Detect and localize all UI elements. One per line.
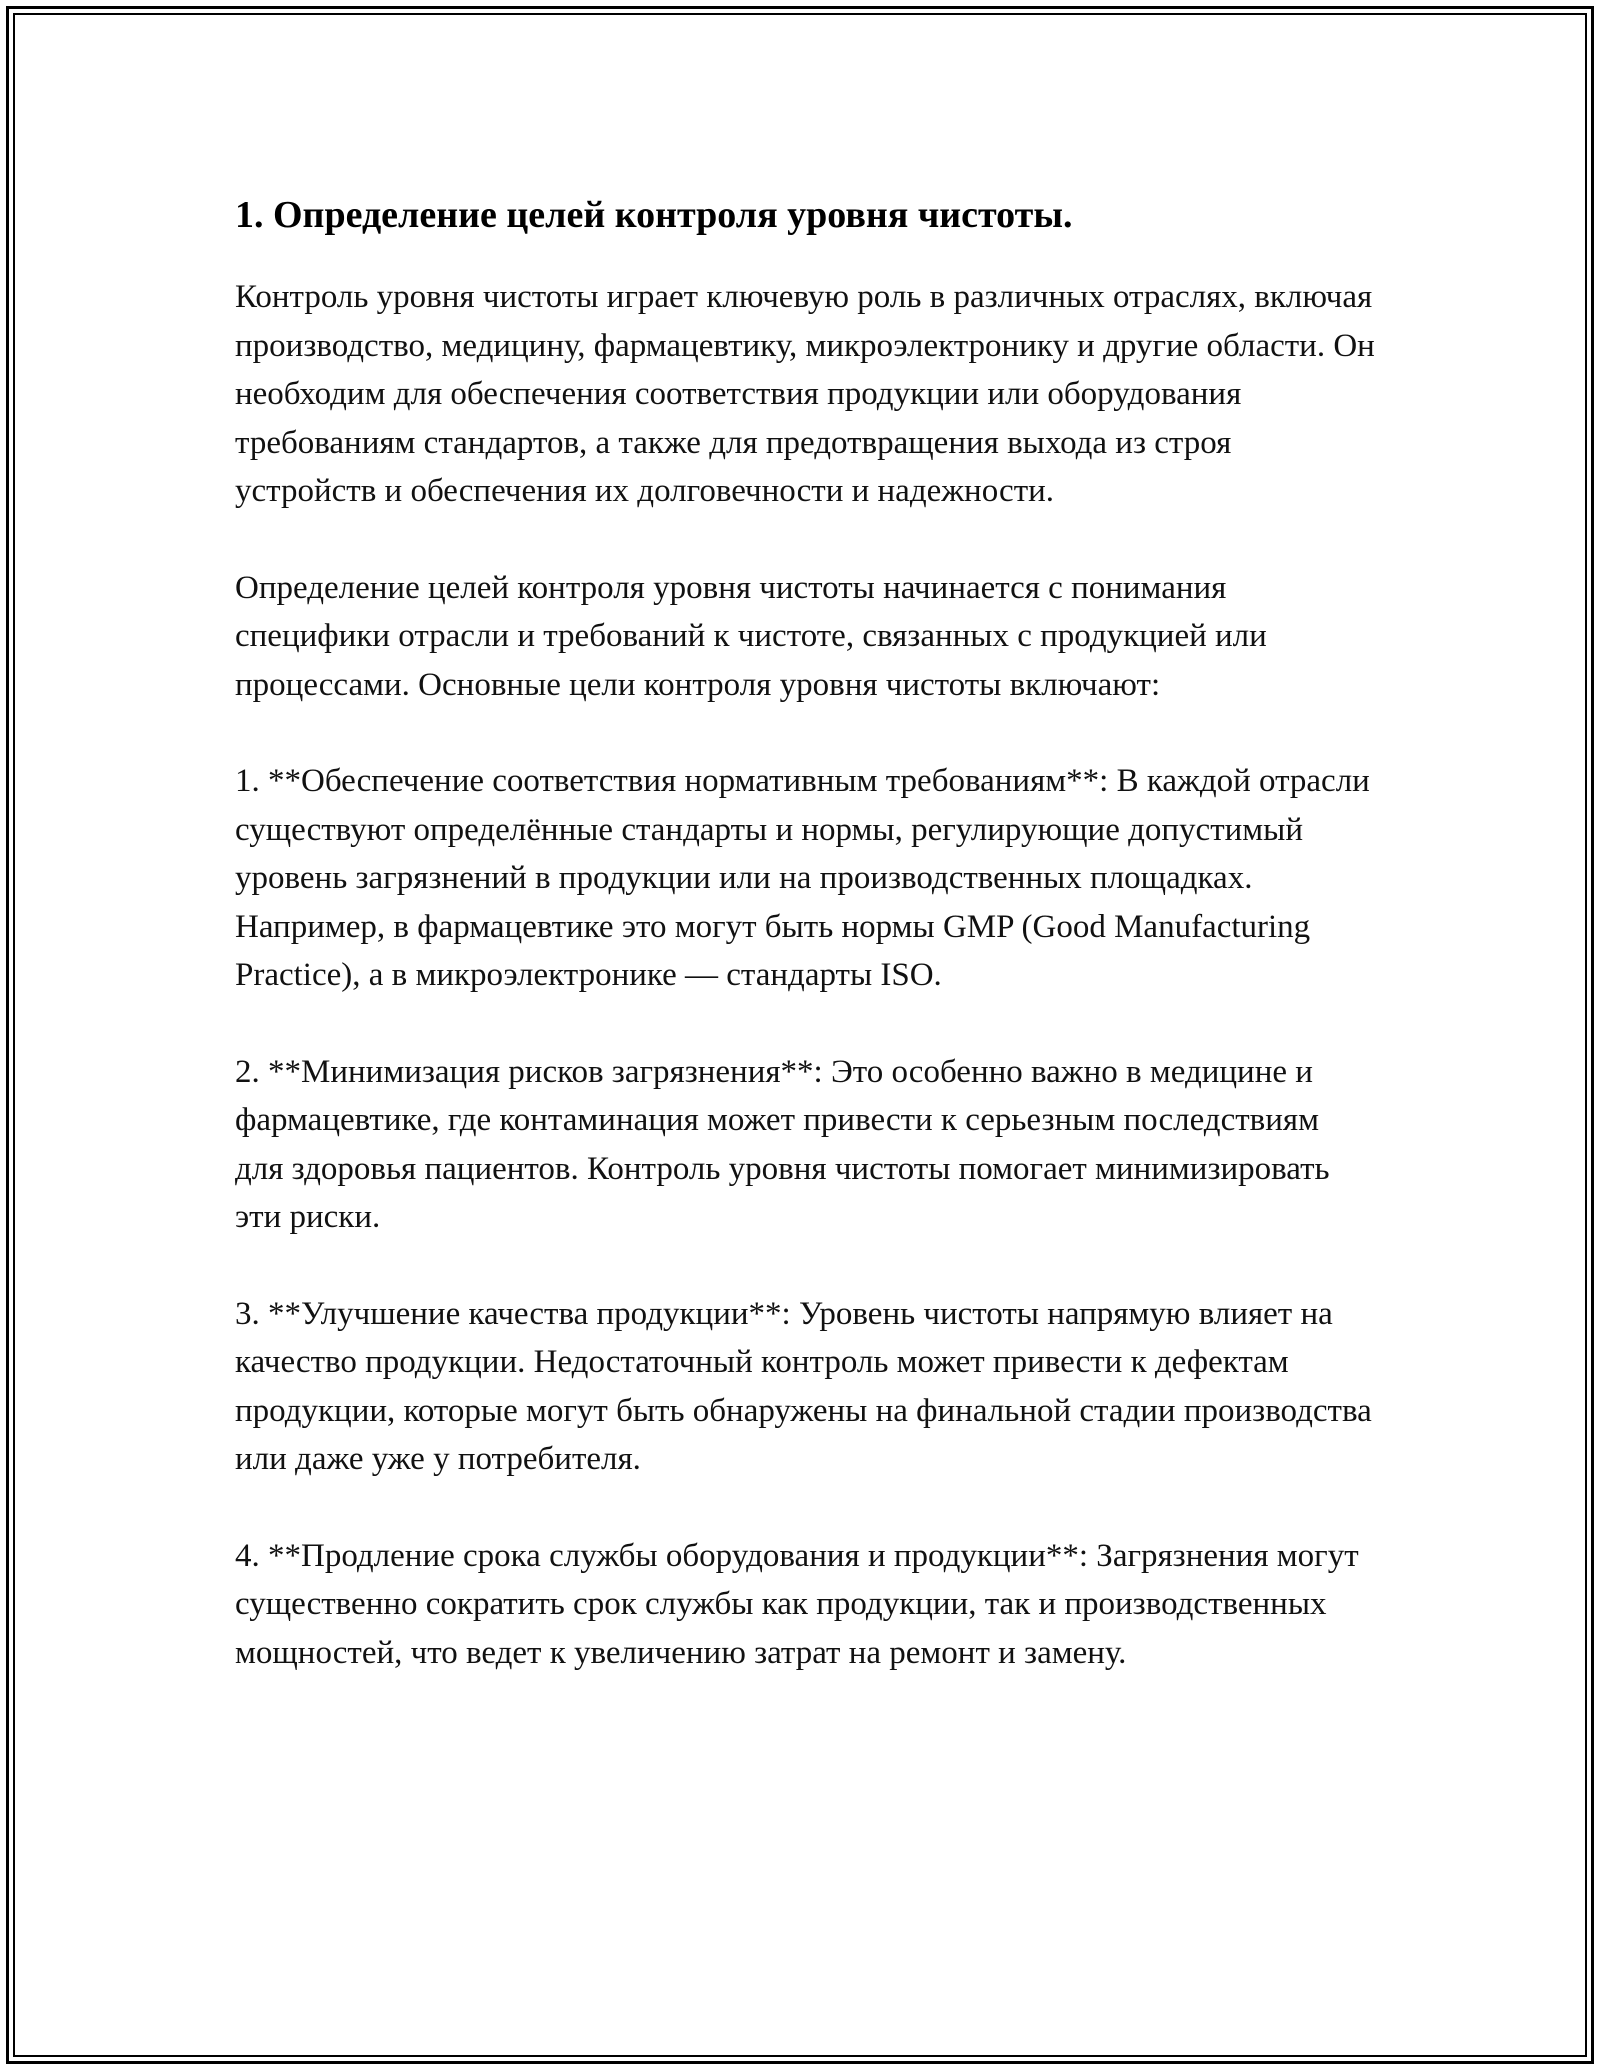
document-body — [235, 185, 1375, 1677]
paragraph-goal-3: 3. **Улучшение качества продукции**: Уровень чистоты напрямую влияет на качество продукции. Недостаточный контроль может привести к дефектам продукции, которые могут быть обнаружены на финальной стадии производства или даже уже у потребителя. — [235, 1295, 1372, 1477]
paragraph-goal-4: 4. **Продление срока службы оборудования и продукции**: Загрязнения могут существенно сократить срок службы как продукции, так и производственных мощностей, что ведет к увеличению затрат на ремонт и замену. — [235, 1537, 1359, 1671]
paragraph-goals-intro: Определение целей контроля уровня чистоты начинается с понимания специфики отрасли и требований к чистоте, связанных с продукцией или процессами. Основные цели контроля уровня чистоты включают: — [235, 569, 1267, 703]
paragraph-goal-1: 1. **Обеспечение соответствия нормативным требованиям**: В каждой отрасли существуют определённые стандарты и нормы, регулирующие допустимый уровень загрязнений в продукции или на производственных площадках. Например, в фармацевтике это могут быть нормы GMP (Good Manufacturing Practice), а в микроэлектронике — стандарты ISO. — [235, 763, 1370, 993]
section-heading: 1. Определение целей контроля уровня чистоты. — [235, 194, 1073, 236]
paragraph-intro: Контроль уровня чистоты играет ключевую роль в различных отраслях, включая производство, медицину, фармацевтику, микроэлектронику и другие области. Он необходим для обеспечения соответствия продукции или оборудования требованиям стандартов, а также для предотвращения выхода из строя устройств и обеспечения их долговечности и надежности. — [235, 279, 1375, 509]
paragraph-goal-2: 2. **Минимизация рисков загрязнения**: Это особенно важно в медицине и фармацевтике, где контаминация может привести к серьезным последствиям для здоровья пациентов. Контроль уровня чистоты помогает минимизировать эти риски. — [235, 1053, 1330, 1235]
